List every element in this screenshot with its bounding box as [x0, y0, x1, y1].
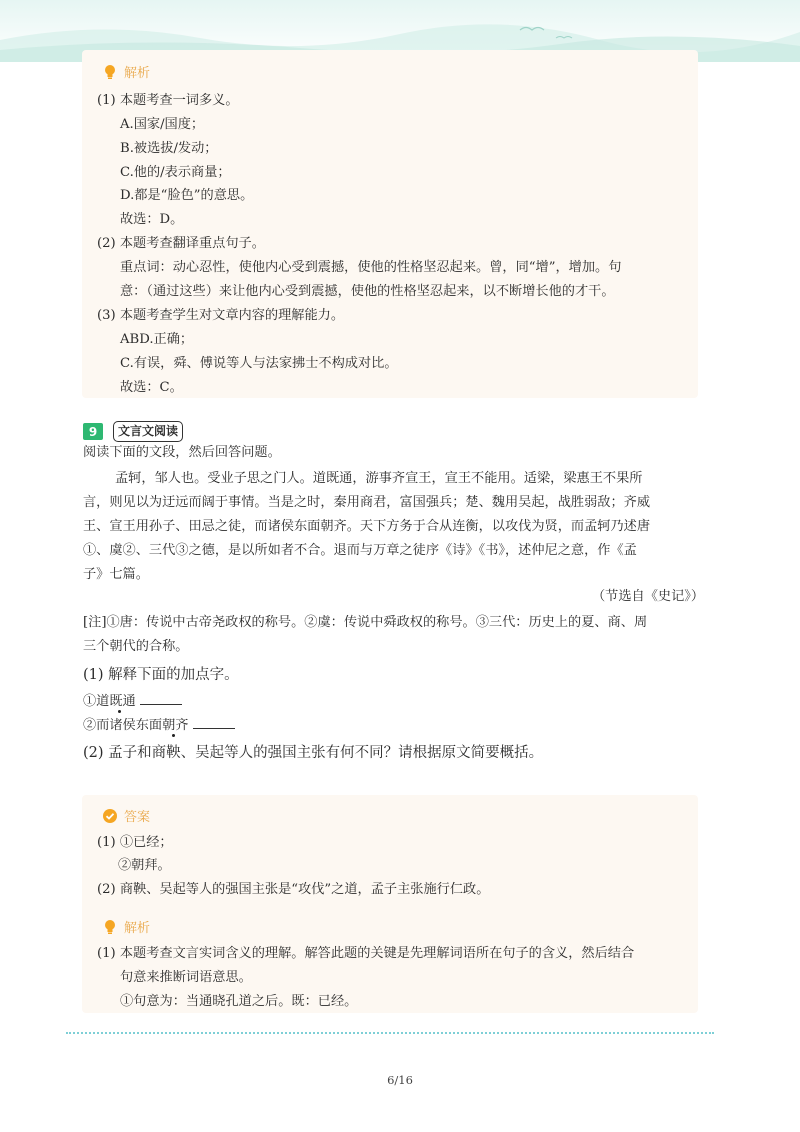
- answer-blank[interactable]: [193, 716, 235, 729]
- analysis-line: ABD.正确；: [120, 332, 194, 347]
- analysis-line: (3) 本题考查学生对文章内容的理解能力。: [97, 308, 345, 323]
- analysis-line: (2) 本题考查翻译重点句子。: [97, 236, 265, 251]
- lightbulb-icon: [102, 64, 118, 80]
- lightbulb-icon: [102, 919, 118, 935]
- emphasis-dot: [172, 734, 175, 737]
- passage-line: 言，则见以为迂远而阔于事情。当是之时，秦用商君，富国强兵；楚、魏用吴起，战胜弱敌；齐威: [83, 495, 651, 510]
- analysis-line: C.他的/表示商量；: [120, 165, 231, 180]
- analysis-line: B.被选拔/发动；: [120, 141, 218, 156]
- answer-line: (2) 商鞅、吴起等人的强国主张是“攻伐”之道，孟子主张施行仁政。: [97, 882, 490, 897]
- passage-line: 孟轲，邹人也。受业子思之门人。道既通，游事齐宣王，宣王不能用。适梁，梁惠王不果所: [115, 471, 643, 486]
- passage-line: 子》七篇。: [83, 567, 149, 582]
- analysis-line: D.都是“脸色”的意思。: [120, 188, 254, 203]
- answer-line: ②朝拜。: [118, 858, 171, 873]
- analysis-line: 故选：C。: [120, 380, 183, 395]
- subquestion-1: (1) 解释下面的加点字。: [83, 667, 239, 683]
- subquestion-1a: [83, 692, 182, 711]
- analysis-line: ①句意为：当通晓孔道之后。既：已经。: [120, 994, 358, 1009]
- passage-line: ①、虞②、三代③之德，是以所如者不合。退而与万章之徒序《诗》《书》，述仲尼之意，作《孟: [83, 543, 637, 558]
- subquestion-1a-text: ①道既通: [83, 694, 136, 709]
- answer-line: (1) ①已经；: [97, 835, 173, 850]
- analysis-line: 重点词：动心忍性，使他内心受到震撼，使他的性格坚忍起来。曾，同“增”，增加。句: [120, 260, 622, 275]
- analysis-label-text: 解析: [124, 921, 151, 936]
- check-circle-icon: [102, 808, 118, 824]
- subquestion-2: (2) 孟子和商鞅、吴起等人的强国主张有何不同？请根据原文简要概括。: [83, 745, 544, 761]
- question-intro: 阅读下面的文段，然后回答问题。: [83, 445, 281, 460]
- analysis-line: (1) 本题考查一词多义。: [97, 93, 239, 108]
- analysis-line: 故选：D。: [120, 212, 184, 227]
- question-type-badge: 文言文阅读: [113, 421, 183, 442]
- analysis-line: 句意来推断词语意思。: [120, 970, 252, 985]
- emphasis-dot: [118, 710, 121, 713]
- analysis-line: C.有误，舜、傅说等人与法家拂士不构成对比。: [120, 356, 398, 371]
- analysis-line: 意：（通过这些）来让他内心受到震撼，使他的性格坚忍起来，以不断增长他的才干。: [120, 284, 615, 299]
- analysis-label: [102, 62, 150, 81]
- answer-label: [102, 806, 150, 825]
- analysis-line: A.国家/国度；: [120, 117, 205, 132]
- analysis-line: (1) 本题考查文言实词含义的理解。解答此题的关键是先理解词语所在句子的含义，然后结合: [97, 946, 635, 961]
- analysis-label-text: 解析: [124, 66, 151, 81]
- page-number: 6/16: [387, 1073, 413, 1087]
- note-line: [注]①唐：传说中古帝尧政权的称号。②虞：传说中舜政权的称号。③三代：历史上的夏、商、周: [83, 615, 648, 630]
- passage-source: （节选自《史记》）: [592, 589, 705, 604]
- subquestion-1b: [83, 716, 235, 735]
- subquestion-1b-text: ②而诸侯东面朝齐: [83, 718, 189, 733]
- footer-divider: [66, 1032, 714, 1034]
- answer-label-text: 答案: [124, 810, 151, 825]
- note-line: 三个朝代的合称。: [83, 639, 189, 654]
- passage-line: 王、宣王用孙子、田忌之徒，而诸侯东面朝齐。天下方务于合从连衡，以攻伐为贤，而孟轲乃述唐: [83, 519, 651, 534]
- analysis-label: [102, 917, 150, 936]
- question-number-badge: 9: [83, 423, 103, 440]
- answer-blank[interactable]: [140, 692, 182, 705]
